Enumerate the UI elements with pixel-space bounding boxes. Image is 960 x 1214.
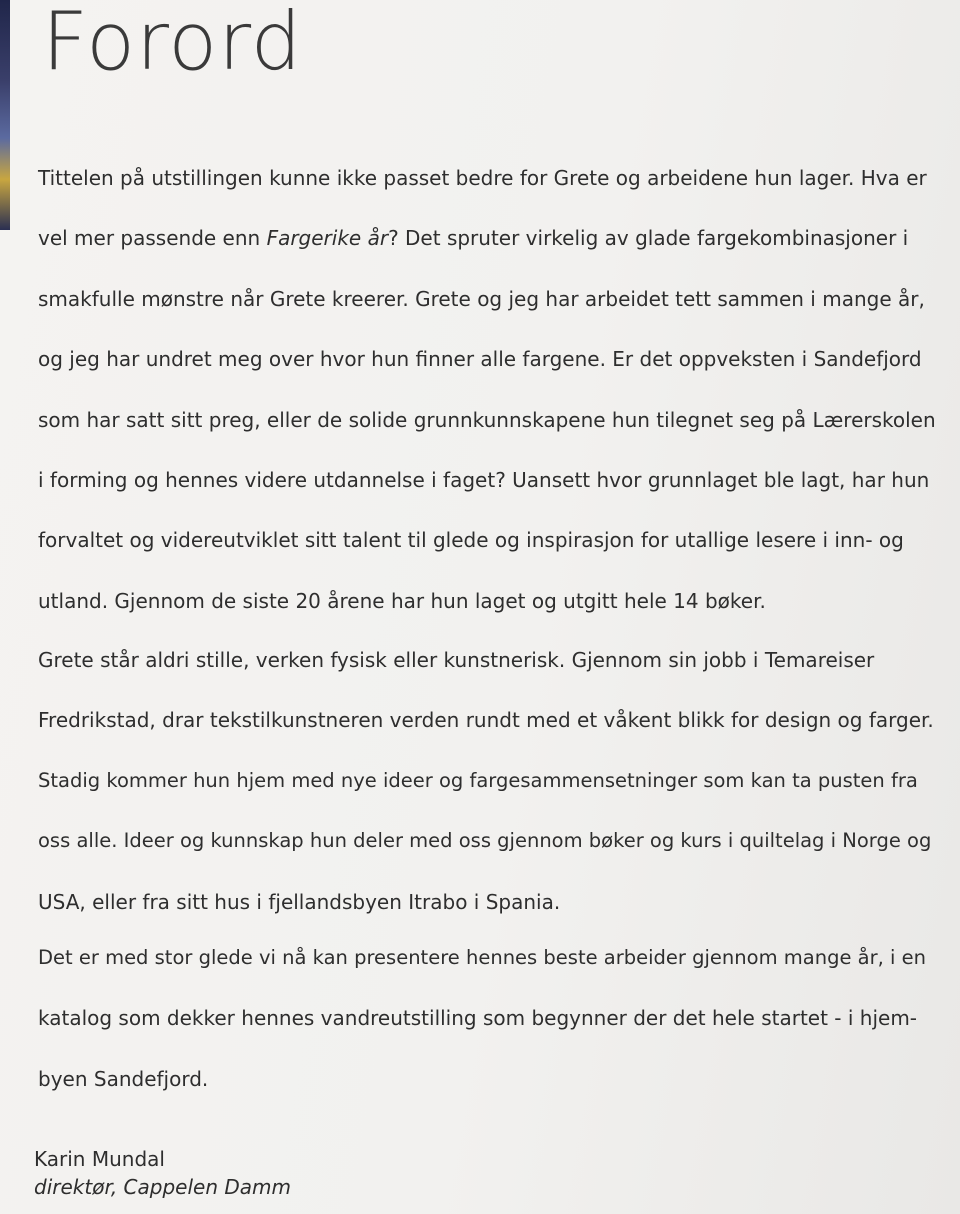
exhibition-title: Fargerike år xyxy=(266,226,389,251)
text-line xyxy=(38,208,938,268)
signature-block xyxy=(34,1145,291,1201)
cover-edge-strip xyxy=(0,0,10,230)
text-line: i forming og hennes videre utdannelse i faget? Uansett hvor grunnlaget ble lagt, har hun xyxy=(38,468,930,493)
text-segment: ? Det spruter virkelig av glade fargekombinasjoner i xyxy=(388,226,909,251)
paragraph-3 xyxy=(38,928,938,1109)
text-line: Grete står aldri stille, verken fysisk eller kunstnerisk. Gjennom sin jobb i Temareiser xyxy=(38,648,875,672)
text-line: USA, eller fra sitt hus i fjellandsbyen Itrabo i Spania. xyxy=(38,889,561,914)
text-line: og jeg har undret meg over hvor hun finner alle fargene. Er det oppveksten i Sandefjord xyxy=(38,347,922,372)
paragraph-2 xyxy=(38,630,938,932)
text-line: Tittelen på utstillingen kunne ikke passet bedre for Grete og arbeidene hun lager. Hva er xyxy=(38,166,927,190)
text-line: Det er med stor glede vi nå kan presentere hennes beste arbeider gjennom mange år, i en xyxy=(38,946,926,969)
text-line: Fredrikstad, drar tekstilkunstneren verden rundt med et våkent blikk for design og farger. xyxy=(38,708,934,733)
page-title: Forord xyxy=(42,0,303,88)
text-line: byen Sandefjord. xyxy=(38,1066,209,1091)
text-line: smakfulle mønstre når Grete kreerer. Grete og jeg har arbeidet tett sammen i mange år, xyxy=(38,286,925,311)
paragraph-1 xyxy=(38,148,938,631)
text-line: som har satt sitt preg, eller de solide grunnkunnskapene hun tilegnet seg på Lærerskolen xyxy=(38,407,936,432)
text-line: utland. Gjennom de siste 20 årene har hun laget og utgitt hele 14 bøker. xyxy=(38,588,766,613)
text-line: katalog som dekker hennes vandreutstilling som begynner der det hele startet - i hjem- xyxy=(38,1006,918,1031)
text-line: oss alle. Ideer og kunnskap hun deler med oss gjennom bøker og kurs i quiltelag i Norge og xyxy=(38,829,932,853)
text-segment: vel mer passende enn xyxy=(38,226,267,251)
signature-name: Karin Mundal xyxy=(34,1147,165,1171)
text-line: Stadig kommer hun hjem med nye ideer og fargesammensetninger som kan ta pusten fra xyxy=(38,768,918,792)
signature-role: direktør, Cappelen Damm xyxy=(34,1175,291,1199)
text-line: forvaltet og videreutviklet sitt talent til glede og inspirasjon for utallige lesere i inn- og xyxy=(38,528,904,553)
